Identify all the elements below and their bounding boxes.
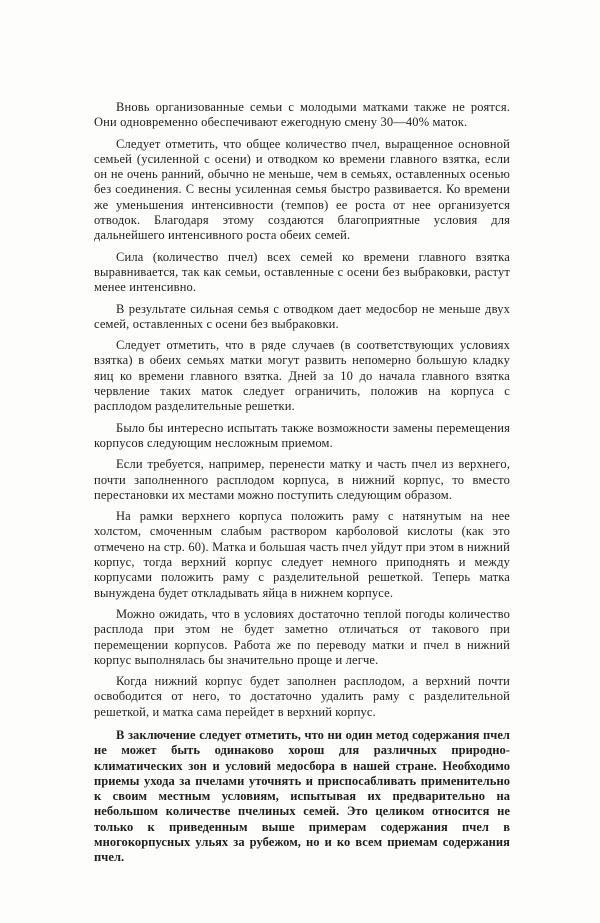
paragraph-4: В результате сильная семья с отводком дает медосбор не меньше двух семей, оставленных с осени без выбраковки. [94,301,510,331]
paragraph-2: Следует отметить, что общее количество пчел, выращенное основной семьей (усиленной с осени) и отводком ко времени главного взятка, если он не очень ранний, обычно не меньше, чем в семьях, оставленных осенью без соединения. С весны усиленная семья быстро развивается. Ко времени же уменьшения интенсивности (темпов) ее роста от нее организуется отводок. Благодаря этому создаются благоприятные условия для дальнейшего интенсивного роста обеих семей. [94,136,510,243]
paragraph-6: Было бы интересно испытать также возможности замены перемещения корпусов следующим несложным приемом. [94,420,510,450]
paragraph-3: Сила (количество пчел) всех семей ко времени главного взятка выравнивается, так как семьи, оставленные с осени без выбраковки, растут менее интенсивно. [94,249,510,295]
paragraph-11-conclusion: В заключение следует отметить, что ни один метод содержания пчел не может быть одинаково хорош для различных природно-климатических зон и условий медосбора в нашей стране. Необходимо приемы ухода за пчелами уточнять и приспосабливать применительно к своим местным условиям, испытывая их предварительно на небольшом количестве пчелиных семей. Это целиком относится не только к приведенным выше примерам содержания пчел в многокорпусных ульях за рубежом, но и ко всем приемам содержания пчел. [94,727,510,865]
paragraph-5: Следует отметить, что в ряде случаев (в соответствующих условиях взятка) в обеих семьях матки могут развить непомерно большую кладку яиц ко времени главного взятка. Дней за 10 до начала главного взятка червление таких маток следует ограничить, положив на корпуса с расплодом разделительные решетки. [94,338,510,414]
paragraph-10: Когда нижний корпус будет заполнен расплодом, а верхний почти освободится от него, то достаточно удалить раму с разделительной решеткой, и матка сама перейдет в верхний корпус. [94,674,510,719]
paragraph-8: На рамки верхнего корпуса положить раму с натянутым на нее холстом, смоченным слабым раствором карболовой кислоты (как это отмечено на стр. 60). Матка и большая часть пчел уйдут при этом в нижний корпус, тогда верхний корпус следует немного приподнять и между корпусами положить раму с разделительной решеткой. Теперь матка вынуждена будет откладывать яйца в нижнем корпусе. [94,509,510,600]
paragraph-7: Если требуется, например, перенести матку и часть пчел из верхнего, почти заполненного расплодом корпуса, в нижний корпус, то вместо перестановки их местами можно поступить следующим образом. [94,457,510,502]
paragraph-1: Вновь организованные семьи с молодыми матками также не роятся. Они одновременно обеспечивают ежегодную смену 30—40% маток. [94,100,510,130]
paragraph-9: Можно ожидать, что в условиях достаточно теплой погоды количество расплода при этом не будет заметно отличаться от такового при перемещении корпусов. Работа же по переводу матки и пчел в нижний корпус выполнялась бы значительно проще и легче. [94,606,510,667]
page-text-block [94,100,510,872]
